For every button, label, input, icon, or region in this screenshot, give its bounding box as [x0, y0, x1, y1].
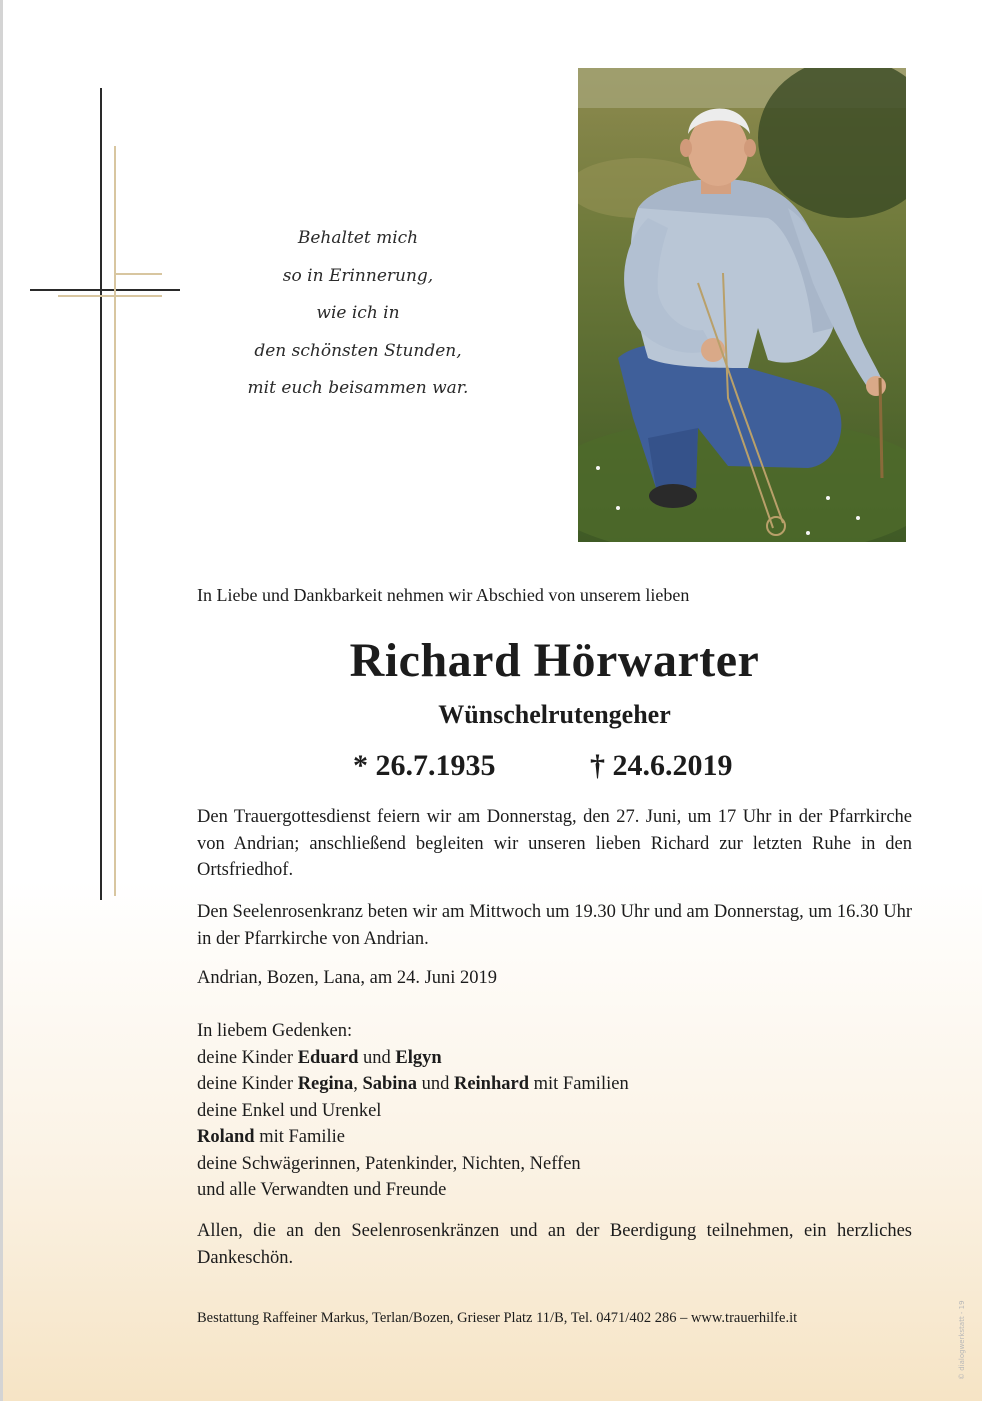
mourners-list — [197, 1018, 912, 1204]
quote-line: den schönsten Stunden, — [254, 340, 462, 361]
mourners-line: und alle Verwandten und Freunde — [197, 1180, 447, 1200]
quote-line: wie ich in — [316, 303, 400, 323]
mourners-heading: In liebem Gedenken: — [197, 1021, 353, 1041]
mourner-text: mit Familien — [529, 1074, 629, 1094]
memorial-quote — [208, 220, 508, 408]
mourner-text: und — [358, 1047, 396, 1068]
deceased-occupation: Wünschelrutengeher — [438, 700, 671, 729]
mourners-line: deine Enkel und Urenkel — [197, 1100, 382, 1121]
cross-vertical-bar — [100, 88, 102, 900]
death-date: † 24.6.2019 — [590, 749, 733, 782]
mourner-name: Eduard — [297, 1047, 359, 1068]
quote-line: so in Erinnerung, — [282, 265, 434, 286]
cross-horizontal-bar — [30, 289, 180, 291]
mourner-name: Elgyn — [395, 1047, 442, 1068]
mourners-line — [197, 1045, 912, 1072]
mourners-line — [197, 1124, 912, 1151]
deceased-name: Richard Hörwarter — [349, 634, 760, 687]
intro-text: In Liebe und Dankbarkeit nehmen wir Abschied von unserem lieben — [197, 585, 690, 605]
portrait-photo — [578, 68, 906, 542]
mourner-name: Sabina — [362, 1074, 417, 1094]
quote-line: Behaltet mich — [297, 228, 419, 248]
cross-gold-vertical — [114, 146, 116, 896]
thanks-text: Allen, die an den Seelenrosenkränzen und an der Beerdigung teilnehmen, ein herzliches Dankeschön. — [197, 1221, 912, 1268]
page-edge — [0, 0, 3, 1401]
mourner-name: Reinhard — [453, 1074, 529, 1094]
birth-date: * 26.7.1935 — [353, 749, 496, 782]
mourners-line: deine Schwägerinnen, Patenkinder, Nichten, Neffen — [197, 1153, 581, 1174]
quote-line: mit euch beisammen war. — [247, 378, 469, 398]
mourner-text: , — [353, 1074, 363, 1094]
mourner-text: mit Familie — [254, 1127, 346, 1147]
rosary-announcement: Den Seelenrosenkranz beten wir am Mittwoch um 19.30 Uhr und am Donnerstag, um 16.30 Uhr in der Pfarrkirche von Andrian. — [197, 902, 912, 949]
mourner-text: deine Kinder — [197, 1074, 298, 1094]
cross-gold-horizontal-lower — [58, 295, 162, 297]
mourner-text: und — [416, 1074, 454, 1094]
funeral-home-footer: Bestattung Raffeiner Markus, Terlan/Bozen, Grieser Platz 11/B, Tel. 0471/402 286 – www.trauerhilfe.it — [197, 1310, 798, 1326]
mourner-name: Regina — [297, 1074, 354, 1094]
funeral-announcement: Den Trauergottesdienst feiern wir am Donnerstag, den 27. Juni, um 17 Uhr in der Pfarrkirche von Andrian; anschließend begleiten wir unseren lieben Richard zur letzten Ruhe in den Ortsfriedhof. — [197, 807, 912, 880]
place-and-date: Andrian, Bozen, Lana, am 24. Juni 2019 — [197, 968, 498, 988]
mourner-text: deine Kinder — [197, 1047, 298, 1068]
mourners-line — [197, 1071, 912, 1098]
cross-gold-horizontal-upper — [114, 273, 162, 275]
designer-note: © dialogwerkstatt - 19 — [958, 1300, 966, 1380]
mourner-name: Roland — [197, 1127, 255, 1147]
